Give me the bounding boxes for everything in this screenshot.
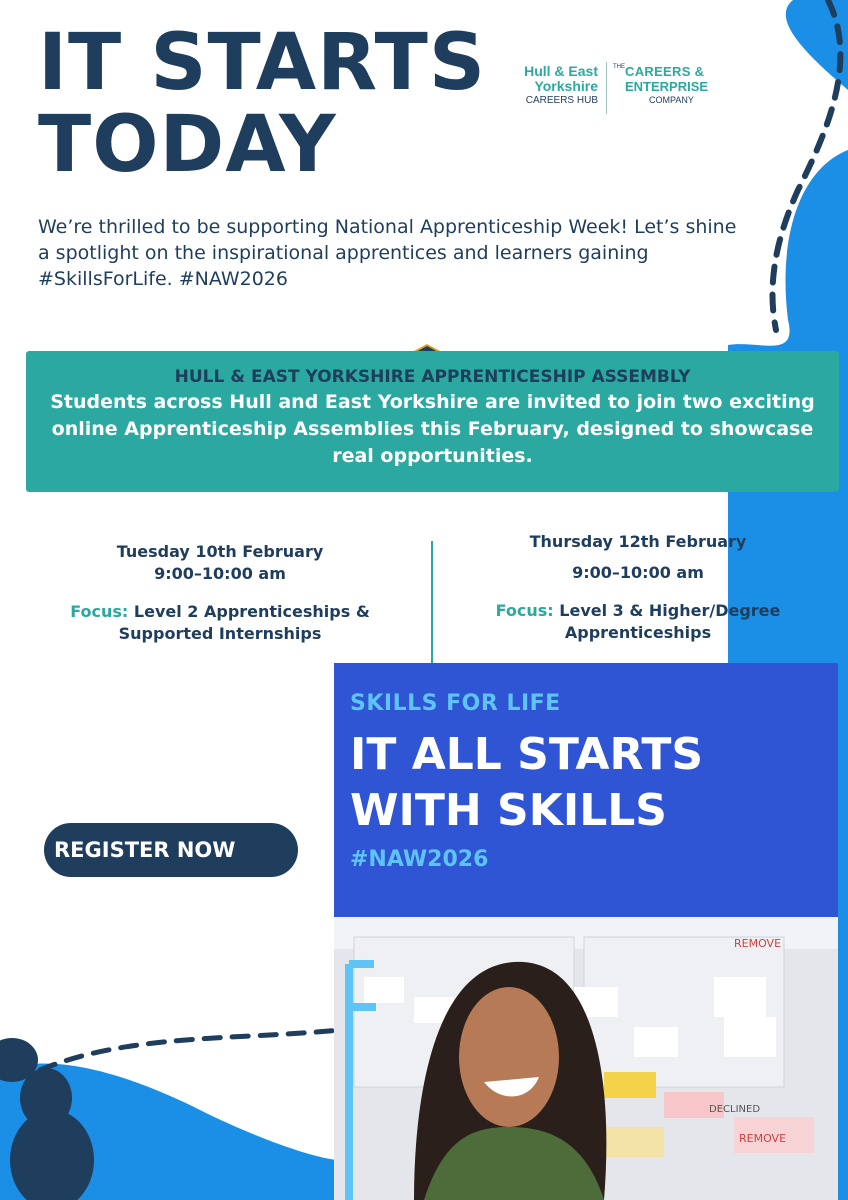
session-time: 9:00–10:00 am — [572, 563, 704, 582]
bottom-left-blue-decoration — [0, 960, 340, 1200]
session-thursday — [478, 531, 798, 644]
session-focus — [478, 600, 798, 644]
assembly-banner — [26, 351, 839, 492]
assembly-heading: HULL & EAST YORKSHIRE APPRENTICESHIP ASSEMBLY — [174, 367, 691, 387]
cec-logo-line-2: ENTERPRISE — [625, 79, 709, 94]
cec-logo-line-3: COMPANY — [649, 95, 694, 105]
promo-title-line-1: IT ALL STARTS — [350, 729, 704, 780]
focus-text-line-2: Apprenticeships — [564, 623, 712, 642]
hub-logo-line-2: Yorkshire — [534, 78, 598, 94]
photo-note-declined: DECLINED — [709, 1104, 761, 1115]
cec-logo-line-1: CAREERS & — [625, 64, 705, 79]
assembly-description: Students across Hull and East Yorkshire are invited to join two exciting online Apprenticeship Assemblies this February, designed to showcase real opportunities. — [50, 391, 815, 467]
hull-east-yorkshire-logo — [496, 64, 598, 107]
register-now-button[interactable]: REGISTER NOW — [44, 823, 298, 877]
apprentice-photo — [334, 917, 838, 1200]
session-focus — [60, 601, 380, 645]
promo-hashtag: #NAW2026 — [350, 847, 489, 872]
focus-label: Focus: — [70, 602, 129, 621]
title-line-2: TODAY — [38, 100, 337, 190]
session-tuesday — [60, 541, 380, 645]
focus-label: Focus: — [495, 601, 554, 620]
session-date: Tuesday 10th February — [116, 542, 324, 561]
cec-logo-the: THE — [613, 64, 625, 70]
skills-for-life-panel — [334, 663, 838, 917]
careers-hub-logo — [496, 62, 726, 118]
promo-title — [350, 727, 830, 839]
logo-divider — [606, 62, 607, 114]
promo-title-line-2: WITH SKILLS — [350, 785, 667, 836]
session-time: 9:00–10:00 am — [154, 564, 286, 583]
session-divider — [431, 541, 433, 663]
photo-note-remove: REMOVE — [734, 937, 782, 950]
page-title — [38, 18, 508, 190]
session-date: Thursday 12th February — [529, 532, 747, 551]
focus-text-line-1: Level 2 Apprenticeships & — [133, 602, 370, 621]
promo-kicker: SKILLS FOR LIFE — [350, 691, 561, 716]
intro-text: We’re thrilled to be supporting National Apprenticeship Week! Let’s shine a spotlight on the inspirational apprentices and learners gaining #SkillsForLife. #NAW2026 — [38, 216, 737, 290]
photo-note-remove-2: REMOVE — [739, 1132, 787, 1145]
title-line-1: IT STARTS — [38, 18, 487, 108]
hub-logo-line-1: Hull & East — [524, 63, 598, 79]
focus-text-line-1: Level 3 & Higher/Degree — [559, 601, 781, 620]
hub-logo-line-3: CAREERS HUB — [525, 95, 598, 106]
focus-text-line-2: Supported Internships — [118, 624, 322, 643]
